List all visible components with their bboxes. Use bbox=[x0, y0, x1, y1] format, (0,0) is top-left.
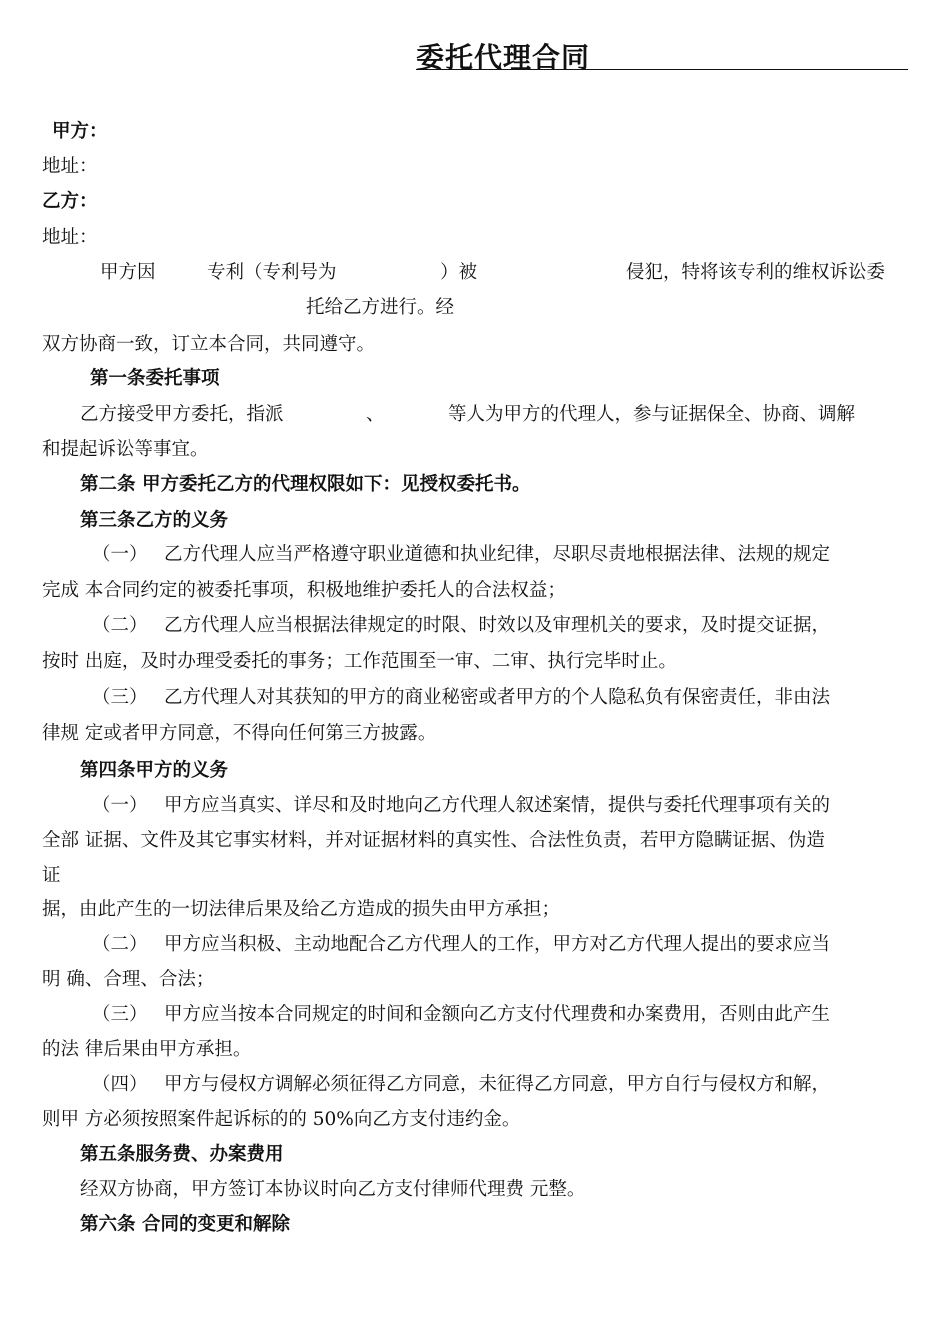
article-1-line-1c: 等人为甲方的代理人，参与证据保全、协商、调解 bbox=[448, 404, 856, 425]
article-3-item-2-line-2: 按时 出庭，及时办理受委托的事务；工作范围至一审、二审、执行完毕时止。 bbox=[42, 651, 677, 672]
intro-line-3: 双方协商一致，订立本合同，共同遵守。 bbox=[42, 334, 376, 355]
article-4-item-1-number: （一） bbox=[92, 795, 148, 816]
intro-part-3: ）被 bbox=[440, 262, 478, 283]
article-3-item-2-number: （二） bbox=[92, 615, 148, 636]
article-4-item-1-line-1: 甲方应当真实、详尽和及时地向乙方代理人叙述案情，提供与委托代理事项有关的 bbox=[164, 795, 831, 816]
article-3-heading: 第三条乙方的义务 bbox=[80, 510, 229, 531]
intro-part-2: 专利（专利号为 bbox=[207, 262, 337, 283]
article-4-item-1-line-3: 证 bbox=[42, 865, 61, 886]
article-2-heading: 第二条 甲方委托乙方的代理权限如下：见授权委托书。 bbox=[80, 474, 531, 495]
article-4-item-3-number: （三） bbox=[92, 1004, 148, 1025]
article-1-line-2: 和提起诉讼等事宜。 bbox=[42, 439, 209, 460]
document-title: 委托代理合同 bbox=[416, 41, 591, 74]
article-3-item-1-line-2: 完成 本合同约定的被委托事项，积极地维护委托人的合法权益； bbox=[42, 580, 566, 601]
article-1-line-1b: 、 bbox=[366, 404, 385, 425]
article-4-item-1-line-4: 据，由此产生的一切法律后果及给乙方造成的损失由甲方承担； bbox=[42, 899, 561, 920]
article-1-line-1a: 乙方接受甲方委托，指派 bbox=[80, 404, 284, 425]
address-b-label: 地址： bbox=[42, 227, 98, 248]
article-4-item-2-line-2: 明 确、合理、合法； bbox=[42, 969, 215, 990]
article-4-item-4-line-2: 则甲 方必须按照案件起诉标的的 50%向乙方支付违约金。 bbox=[42, 1109, 521, 1130]
article-4-item-3-line-2: 的法 律后果由甲方承担。 bbox=[42, 1039, 252, 1060]
article-5-line-1: 经双方协商，甲方签订本协议时向乙方支付律师代理费 元整。 bbox=[80, 1179, 586, 1200]
article-4-item-1-line-2: 全部 证据、文件及其它事实材料，并对证据材料的真实性、合法性负责，若甲方隐瞒证据、伪造 bbox=[42, 830, 825, 851]
article-3-item-3-line-1: 乙方代理人对其获知的甲方的商业秘密或者甲方的个人隐私负有保密责任，非由法 bbox=[164, 687, 831, 708]
article-3-item-3-number: （三） bbox=[92, 687, 148, 708]
article-4-item-2-line-1: 甲方应当积极、主动地配合乙方代理人的工作，甲方对乙方代理人提出的要求应当 bbox=[164, 934, 831, 955]
article-4-item-4-line-1: 甲方与侵权方调解必须征得乙方同意，未征得乙方同意，甲方自行与侵权方和解， bbox=[164, 1074, 831, 1095]
intro-part-1: 甲方因 bbox=[100, 262, 156, 283]
article-4-item-4-number: （四） bbox=[92, 1074, 148, 1095]
article-6-heading: 第六条 合同的变更和解除 bbox=[80, 1214, 290, 1235]
article-5-heading: 第五条服务费、办案费用 bbox=[80, 1144, 284, 1165]
article-3-item-1-number: （一） bbox=[92, 544, 148, 565]
article-4-item-3-line-1: 甲方应当按本合同规定的时间和金额向乙方支付代理费和办案费用，否则由此产生 bbox=[164, 1004, 831, 1025]
intro-line-2: 托给乙方进行。经 bbox=[306, 297, 455, 318]
article-3-item-3-line-2: 律规 定或者甲方同意，不得向任何第三方披露。 bbox=[42, 723, 437, 744]
article-1-heading: 第一条委托事项 bbox=[90, 368, 220, 389]
title-underline bbox=[416, 69, 908, 70]
article-3-item-2-line-1: 乙方代理人应当根据法律规定的时限、时效以及审理机关的要求，及时提交证据， bbox=[164, 615, 831, 636]
article-4-heading: 第四条甲方的义务 bbox=[80, 760, 229, 781]
intro-part-4: 侵犯，特将该专利的维权诉讼委 bbox=[626, 262, 886, 283]
address-a-label: 地址： bbox=[42, 156, 98, 177]
party-a-label: 甲方： bbox=[52, 121, 108, 142]
party-b-label: 乙方： bbox=[42, 191, 98, 212]
article-3-item-1-line-1: 乙方代理人应当严格遵守职业道德和执业纪律，尽职尽责地根据法律、法规的规定 bbox=[164, 544, 831, 565]
article-4-item-2-number: （二） bbox=[92, 934, 148, 955]
